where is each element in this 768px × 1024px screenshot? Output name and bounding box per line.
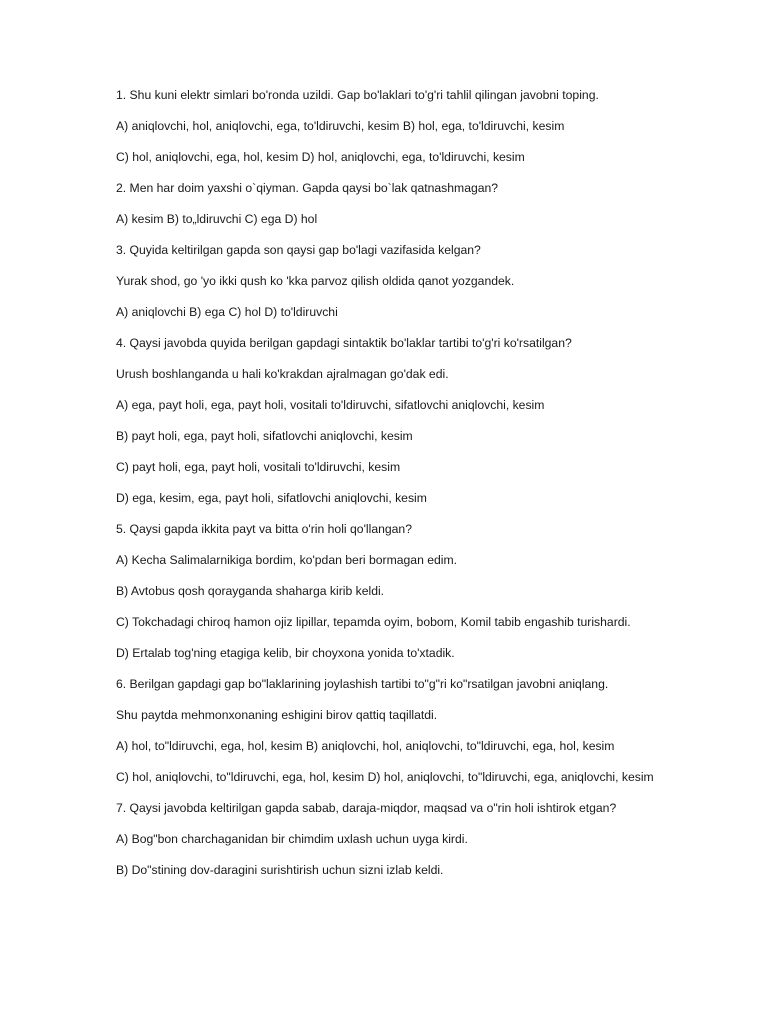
- question-1-options-c-d: C) hol, aniqlovchi, ega, hol, kesim D) hol, aniqlovchi, ega, to'ldiruvchi, kesim: [116, 150, 525, 164]
- question-4-option-a: A) ega, payt holi, ega, payt holi, vositali to'ldiruvchi, sifatlovchi aniqlovchi, kesim: [116, 398, 545, 412]
- question-4: 4. Qaysi javobda quyida berilgan gapdagi sintaktik bo'laklar tartibi to'g'ri ko'rsatilgan?: [116, 336, 572, 350]
- question-5-option-c: C) Tokchadagi chiroq hamon ojiz lipillar, tepamda oyim, bobom, Komil tabib engashib turishardi.: [116, 615, 631, 629]
- question-3: 3. Quyida keltirilgan gapda son qaysi gap bo'lagi vazifasida kelgan?: [116, 243, 481, 257]
- question-1-options-a-b: A) aniqlovchi, hol, aniqlovchi, ega, to'ldiruvchi, kesim B) hol, ega, to'ldiruvchi, kesim: [116, 119, 565, 133]
- question-7-option-b: B) Do"stining dov-daragini surishtirish uchun sizni izlab keldi.: [116, 863, 444, 877]
- question-5-option-b: B) Avtobus qosh qorayganda shaharga kirib keldi.: [116, 584, 385, 598]
- question-5-option-a: A) Kecha Salimalarnikiga bordim, ko'pdan beri bormagan edim.: [116, 553, 458, 567]
- question-6: 6. Berilgan gapdagi gap bo"laklarining joylashish tartibi to"g"ri ko"rsatilgan javobni aniqlang.: [116, 677, 609, 691]
- question-5-option-d: D) Ertalab tog'ning etagiga kelib, bir choyxona yonida to'xtadik.: [116, 646, 455, 660]
- question-6-options-c-d: C) hol, aniqlovchi, to"ldiruvchi, ega, hol, kesim D) hol, aniqlovchi, to"ldiruvchi, ega, aniqlovchi, kesim: [116, 770, 654, 784]
- document-body: [116, 86, 656, 892]
- question-7: 7. Qaysi javobda keltirilgan gapda sabab, daraja-miqdor, maqsad va o"rin holi ishtirok etgan?: [116, 801, 617, 815]
- question-5: 5. Qaysi gapda ikkita payt va bitta o'rin holi qo'llangan?: [116, 522, 412, 536]
- question-3-sentence: Yurak shod, go 'yo ikki qush ko 'kka parvoz qilish oldida qanot yozgandek.: [116, 274, 515, 288]
- question-4-sentence: Urush boshlanganda u hali ko'krakdan ajralmagan go'dak edi.: [116, 367, 449, 381]
- question-4-option-c: C) payt holi, ega, payt holi, vositali to'ldiruvchi, kesim: [116, 460, 401, 474]
- question-1: 1. Shu kuni elektr simlari bo'ronda uzildi. Gap bo'laklari to'g'ri tahlil qilingan javobni toping.: [116, 88, 599, 102]
- question-2: 2. Men har doim yaxshi o`qiyman. Gapda qaysi bo`lak qatnashmagan?: [116, 181, 499, 195]
- question-2-options: A) kesim B) to„ldiruvchi C) ega D) hol: [116, 212, 318, 226]
- question-3-options: A) aniqlovchi B) ega C) hol D) to'ldiruvchi: [116, 305, 338, 319]
- question-4-option-b: B) payt holi, ega, payt holi, sifatlovchi aniqlovchi, kesim: [116, 429, 413, 443]
- question-7-option-a: A) Bog"bon charchaganidan bir chimdim uxlash uchun uyga kirdi.: [116, 832, 468, 846]
- question-4-option-d: D) ega, kesim, ega, payt holi, sifatlovchi aniqlovchi, kesim: [116, 491, 427, 505]
- question-6-options-a-b: A) hol, to"ldiruvchi, ega, hol, kesim B) aniqlovchi, hol, aniqlovchi, to"ldiruvchi, ega, hol, kesim: [116, 739, 615, 753]
- question-6-sentence: Shu paytda mehmonxonaning eshigini birov qattiq taqillatdi.: [116, 708, 438, 722]
